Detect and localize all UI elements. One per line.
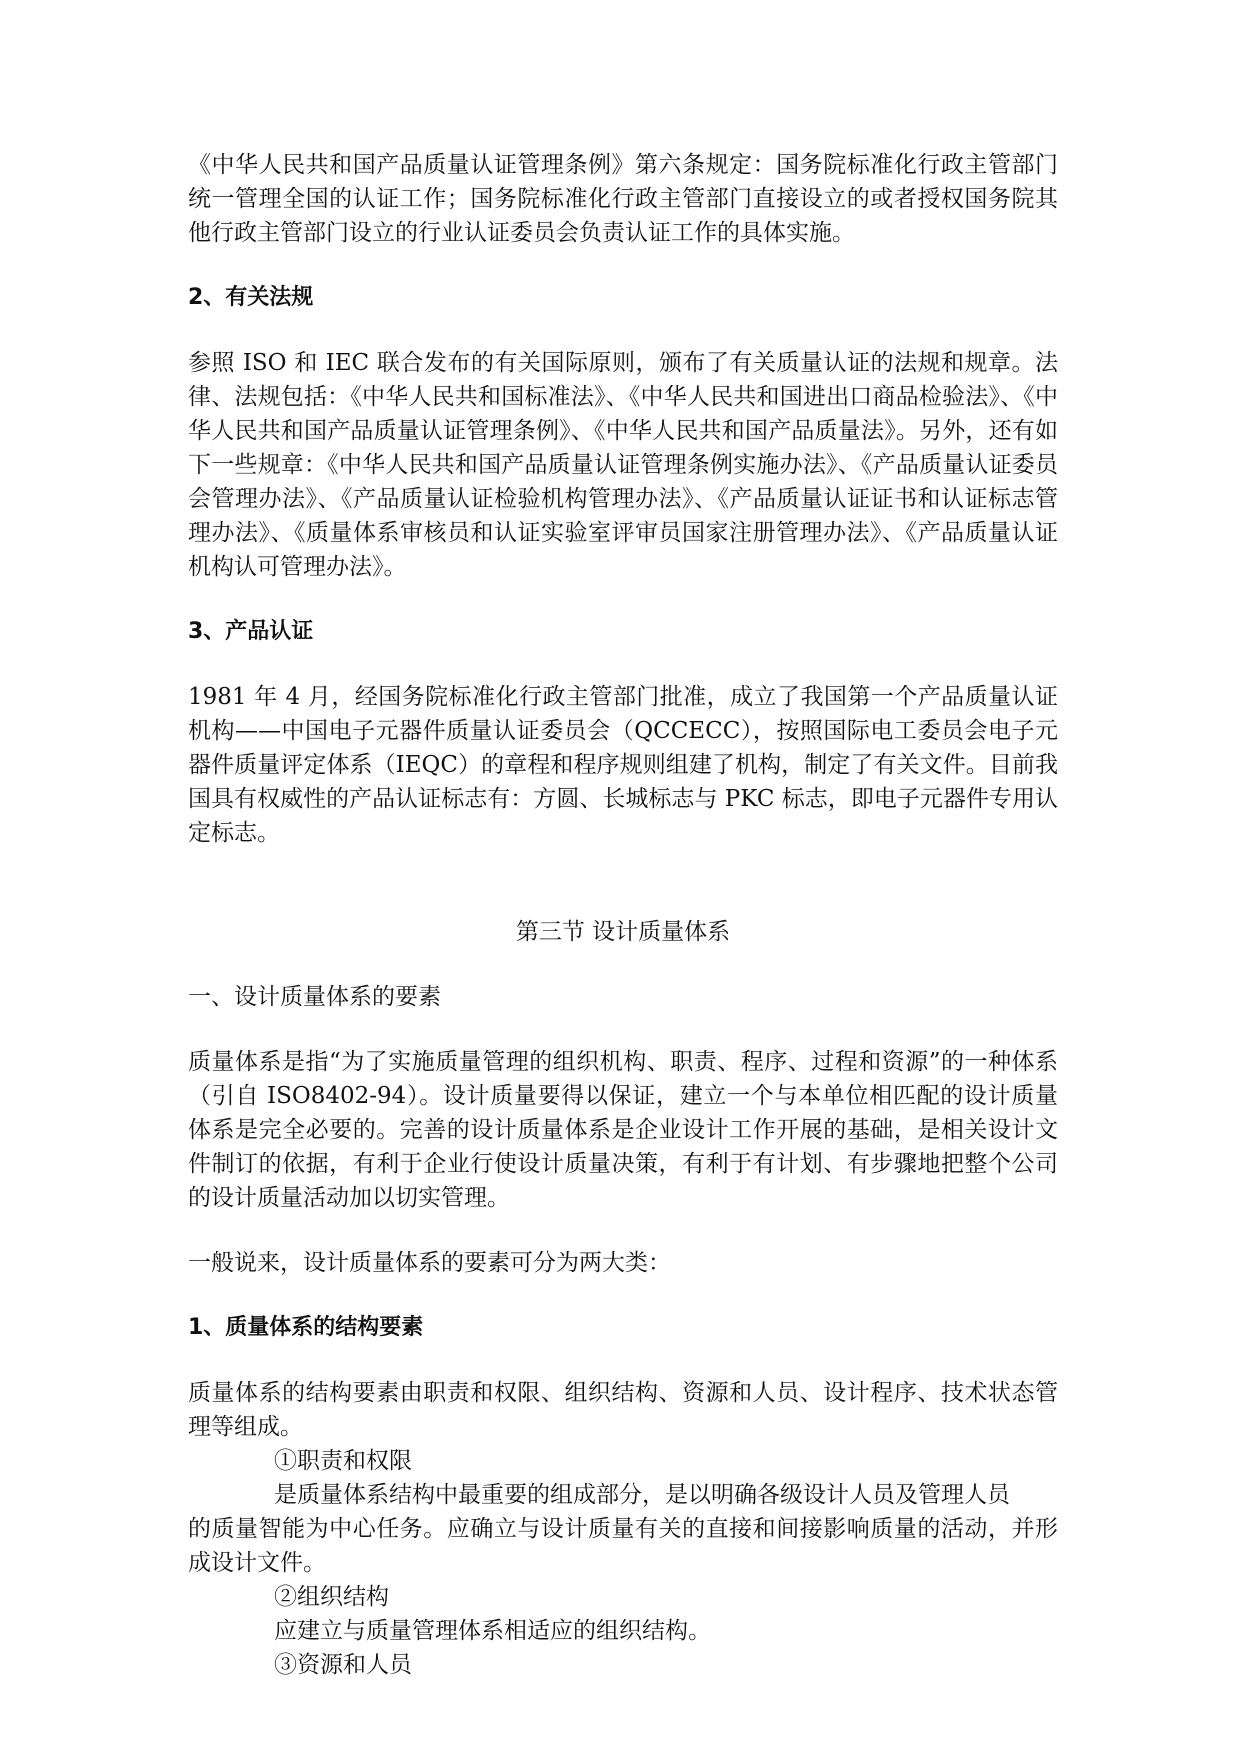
item-organization-body: 应建立与质量管理体系相适应的组织结构。 [274,1618,711,1644]
paragraph-general-categories: 一般说来，设计质量体系的要素可分为两大类： [188,1250,671,1276]
item-organization-title: ②组织结构 [274,1584,389,1610]
heading-product-certification: 3、产品认证 [188,619,314,644]
item-responsibility-body-first: 是质量体系结构中最重要的组成部分，是以明确各级设计人员及管理人员 [274,1482,1010,1508]
subheading-design-quality-elements: 一、设计质量体系的要素 [188,984,441,1010]
document-body [188,148,1058,1682]
item-resources-title: ③资源和人员 [274,1652,412,1678]
paragraph-structural-elements: 质量体系的结构要素由职责和权限、组织结构、资源和人员、设计程序、技术状态管理等组成。 [188,1380,1058,1440]
heading-structural-elements: 1、质量体系的结构要素 [188,1315,424,1340]
section-title: 第三节 设计质量体系 [515,919,731,945]
paragraph-product-certification: 1981 年 4 月，经国务院标准化行政主管部门批准，成立了我国第一个产品质量认证机构——中国电子元器件质量认证委员会（QCCECC），按照国际电工委员会电子元器件质量评定体系（IEQC）的章程和程序规则组建了机构，制定了有关文件。目前我国具有权威性的产品认证标志有：方圆、长城标志与 PKC 标志，即电子元器件专用认定标志。 [188,684,1058,846]
paragraph-related-laws: 参照 ISO 和 IEC 联合发布的有关国际原则，颁布了有关质量认证的法规和规章。法律、法规包括：《中华人民共和国标准法》、《中华人民共和国进出口商品检验法》、《中华人民共和国产品质量认证管理条例》、《中华人民共和国产品质量法》。另外，还有如下一些规章：《中华人民共和国产品质量认证管理条例实施办法》、《产品质量认证委员会管理办法》、《产品质量认证检验机构管理办法》、《产品质量认证证书和认证标志管理办法》、《质量体系审核员和认证实验室评审员国家注册管理办法》、《产品质量认证机构认可管理办法》。 [188,350,1058,580]
item-responsibility-body-rest: 的质量智能为中心任务。应确立与设计质量有关的直接和间接影响质量的活动，并形成设计文件。 [188,1516,1058,1576]
heading-related-laws: 2、有关法规 [188,285,314,310]
paragraph-quality-system-definition: 质量体系是指“为了实施质量管理的组织机构、职责、程序、过程和资源”的一种体系（引自 ISO8402-94）。设计质量要得以保证，建立一个与本单位相匹配的设计质量体系是完全必要的。完善的设计质量体系是企业设计工作开展的基础，是相关设计文件制订的依据，有利于企业行使设计质量决策，有利于有计划、有步骤地把整个公司的设计质量活动加以切实管理。 [188,1049,1058,1211]
item-responsibility-title: ①职责和权限 [274,1448,412,1474]
paragraph-regulation-article: 《中华人民共和国产品质量认证管理条例》第六条规定：国务院标准化行政主管部门统一管理全国的认证工作；国务院标准化行政主管部门直接设立的或者授权国务院其他行政主管部门设立的行业认证委员会负责认证工作的具体实施。 [188,152,1058,246]
